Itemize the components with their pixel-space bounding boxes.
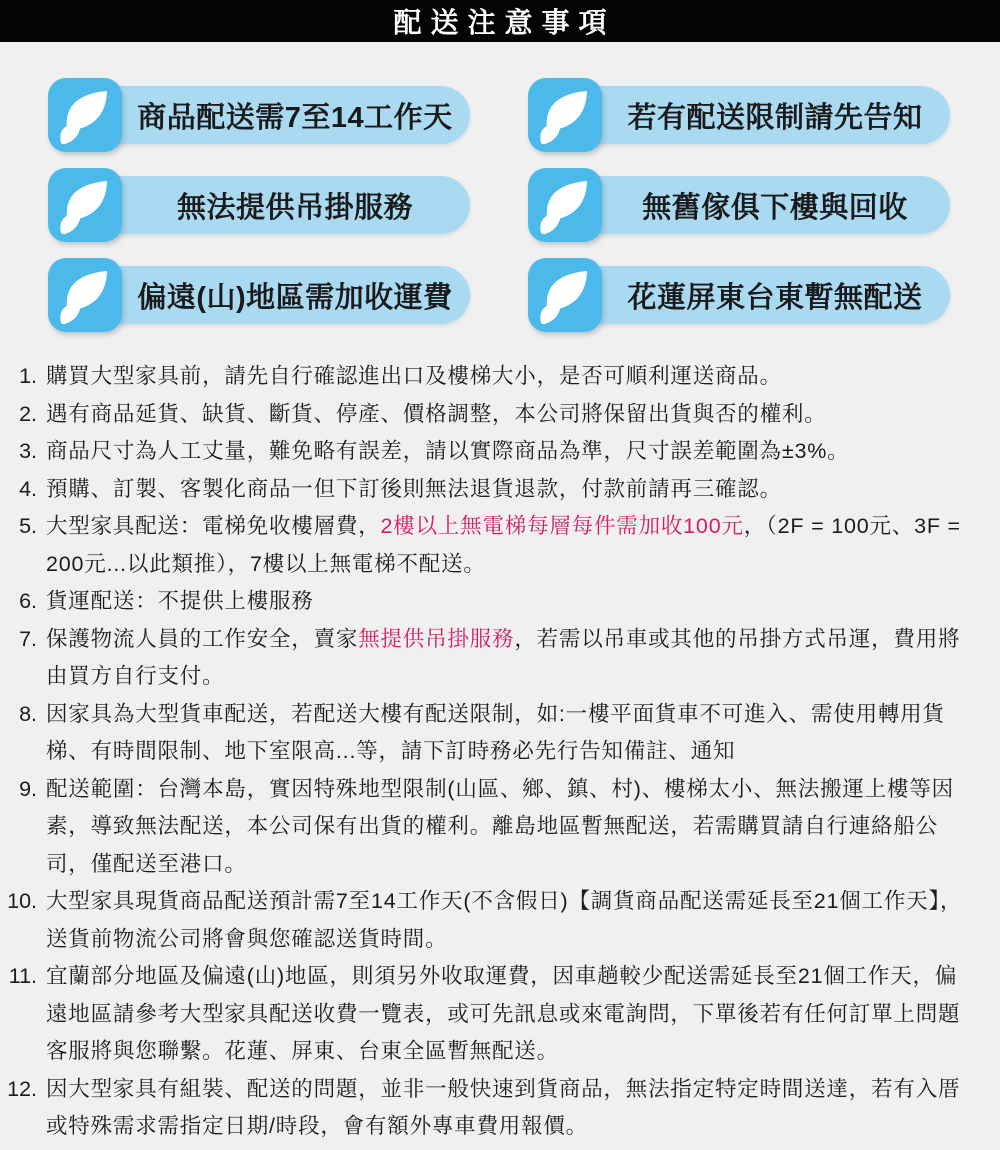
notice-text xyxy=(46,471,972,509)
page-header xyxy=(0,0,1000,42)
delivery-badge xyxy=(48,168,470,242)
leaf-icon xyxy=(528,168,602,242)
notice-segment: 遇有商品延貨、缺貨、斷貨、停產、價格調整，本公司將保留出貨與否的權利。 xyxy=(46,401,827,426)
badge-label: 若有配送限制請先告知 xyxy=(627,101,923,134)
notice-list xyxy=(0,358,1000,1146)
badge-label: 無舊傢俱下樓與回收 xyxy=(642,191,908,224)
notice-segment: 貨運配送：不提供上樓服務 xyxy=(46,589,314,613)
notice-text xyxy=(46,771,972,884)
notice-segment: 大型家具現貨商品配送預計需7至14工作天(不含假日)【調貨商品配送需延長至21個工作天】，送貨前物流公司將會與您確認送貨時間。 xyxy=(46,889,963,951)
leaf-icon xyxy=(48,168,122,242)
page-title: 配送注意事項 xyxy=(393,7,616,38)
notice-segment: 宜蘭部分地區及偏遠(山)地區，則須另外收取運費，因車趟較少配送需延長至21個工作天，偏遠地區請參考大型家具配送收費一覽表，或可先訊息或來電詢問，下單後若有任何訂單上問題客服將與您聯繫。花蓮、屏東、台東全區暫無配送。 xyxy=(46,964,961,1063)
delivery-badge xyxy=(528,78,950,152)
notice-number: 11. xyxy=(8,964,37,988)
badge-label: 商品配送需7至14工作天 xyxy=(137,101,453,134)
notice-number: 5. xyxy=(19,514,37,538)
notice-segment: 配送範圍：台灣本島，實因特殊地型限制(山區、鄉、鎮、村)、樓梯太小、無法搬運上樓等因素，導致無法配送，本公司保有出貨的權利。離島地區暫無配送，若需購買請自行連絡船公司，僅配送至港口。 xyxy=(46,776,954,876)
badge-label: 偏遠(山)地區需加收運費 xyxy=(137,281,453,314)
delivery-badge xyxy=(48,78,470,152)
badge-label: 花蓮屏東台東暫無配送 xyxy=(627,281,923,314)
notice-item xyxy=(0,696,972,771)
notice-number: 10. xyxy=(7,889,37,913)
notice-text xyxy=(46,958,972,1071)
notice-number: 9. xyxy=(19,776,37,801)
notice-item xyxy=(0,396,972,434)
notice-segment: 保護物流人員的工作安全，賣家 xyxy=(46,626,359,651)
notice-segment: 預購、訂製、客製化商品一但下訂後則無法退貨退款，付款前請再三確認。 xyxy=(46,476,782,501)
notice-segment: 購買大型家具前，請先自行確認進出口及樓梯大小，是否可順利運送商品。 xyxy=(46,364,782,388)
notice-number: 8. xyxy=(19,701,37,726)
notice-segment: ，若需以吊車或其他的吊掛方式吊運，費用將由買方自行支付。 xyxy=(46,626,961,688)
notice-segment: ，（2F = 100元、3F = 200元...以此類推），7樓以上無電梯不配送。 xyxy=(46,514,961,576)
notice-number: 3. xyxy=(19,439,37,463)
notice-number: 12. xyxy=(7,1076,37,1101)
notice-text xyxy=(46,1071,972,1146)
notice-text xyxy=(46,621,972,696)
notice-number: 4. xyxy=(19,476,37,501)
leaf-icon xyxy=(528,78,602,152)
notice-item xyxy=(0,433,972,471)
notice-number: 6. xyxy=(19,589,37,613)
notice-text xyxy=(46,883,972,958)
delivery-badge xyxy=(528,258,950,332)
notice-text xyxy=(46,358,972,396)
delivery-badge xyxy=(48,258,470,332)
notice-text xyxy=(46,696,972,771)
notice-highlight-text: 無提供吊掛服務 xyxy=(358,626,515,651)
notice-text xyxy=(46,508,972,583)
delivery-badge xyxy=(528,168,950,242)
notice-number: 1. xyxy=(19,364,37,388)
leaf-icon xyxy=(48,258,122,332)
notice-text xyxy=(46,583,972,621)
notice-item xyxy=(0,508,972,583)
notice-text xyxy=(46,396,972,434)
leaf-icon xyxy=(528,258,602,332)
notice-item xyxy=(0,1071,972,1146)
notice-item xyxy=(0,958,972,1071)
notice-number: 7. xyxy=(19,626,37,651)
leaf-icon xyxy=(48,78,122,152)
notice-segment: 大型家具配送：電梯免收樓層費， xyxy=(46,514,381,538)
notice-segment: 因大型家具有組裝、配送的問題，並非一般快速到貨商品，無法指定特定時間送達，若有入厝或特殊需求需指定日期/時段，會有額外專車費用報價。 xyxy=(46,1076,961,1138)
notice-text xyxy=(46,433,972,471)
notice-item xyxy=(0,883,972,958)
notice-item xyxy=(0,621,972,696)
notice-highlight-text: 2樓以上無電梯每層每件需加收100元 xyxy=(380,514,744,538)
notice-number: 2. xyxy=(19,401,37,426)
badge-label: 無法提供吊掛服務 xyxy=(176,191,413,224)
notice-segment: 商品尺寸為人工丈量，難免略有誤差，請以實際商品為準，尺寸誤差範圍為±3%。 xyxy=(46,439,850,463)
notice-item xyxy=(0,771,972,884)
notice-item xyxy=(0,358,972,396)
notice-segment: 因家具為大型貨車配送，若配送大樓有配送限制，如:一樓平面貨車不可進入、需使用轉用貨梯、有時間限制、地下室限高...等，請下訂時務必先行告知備註、通知 xyxy=(46,701,945,763)
badge-grid xyxy=(0,42,1000,332)
notice-item xyxy=(0,471,972,509)
notice-item xyxy=(0,583,972,621)
